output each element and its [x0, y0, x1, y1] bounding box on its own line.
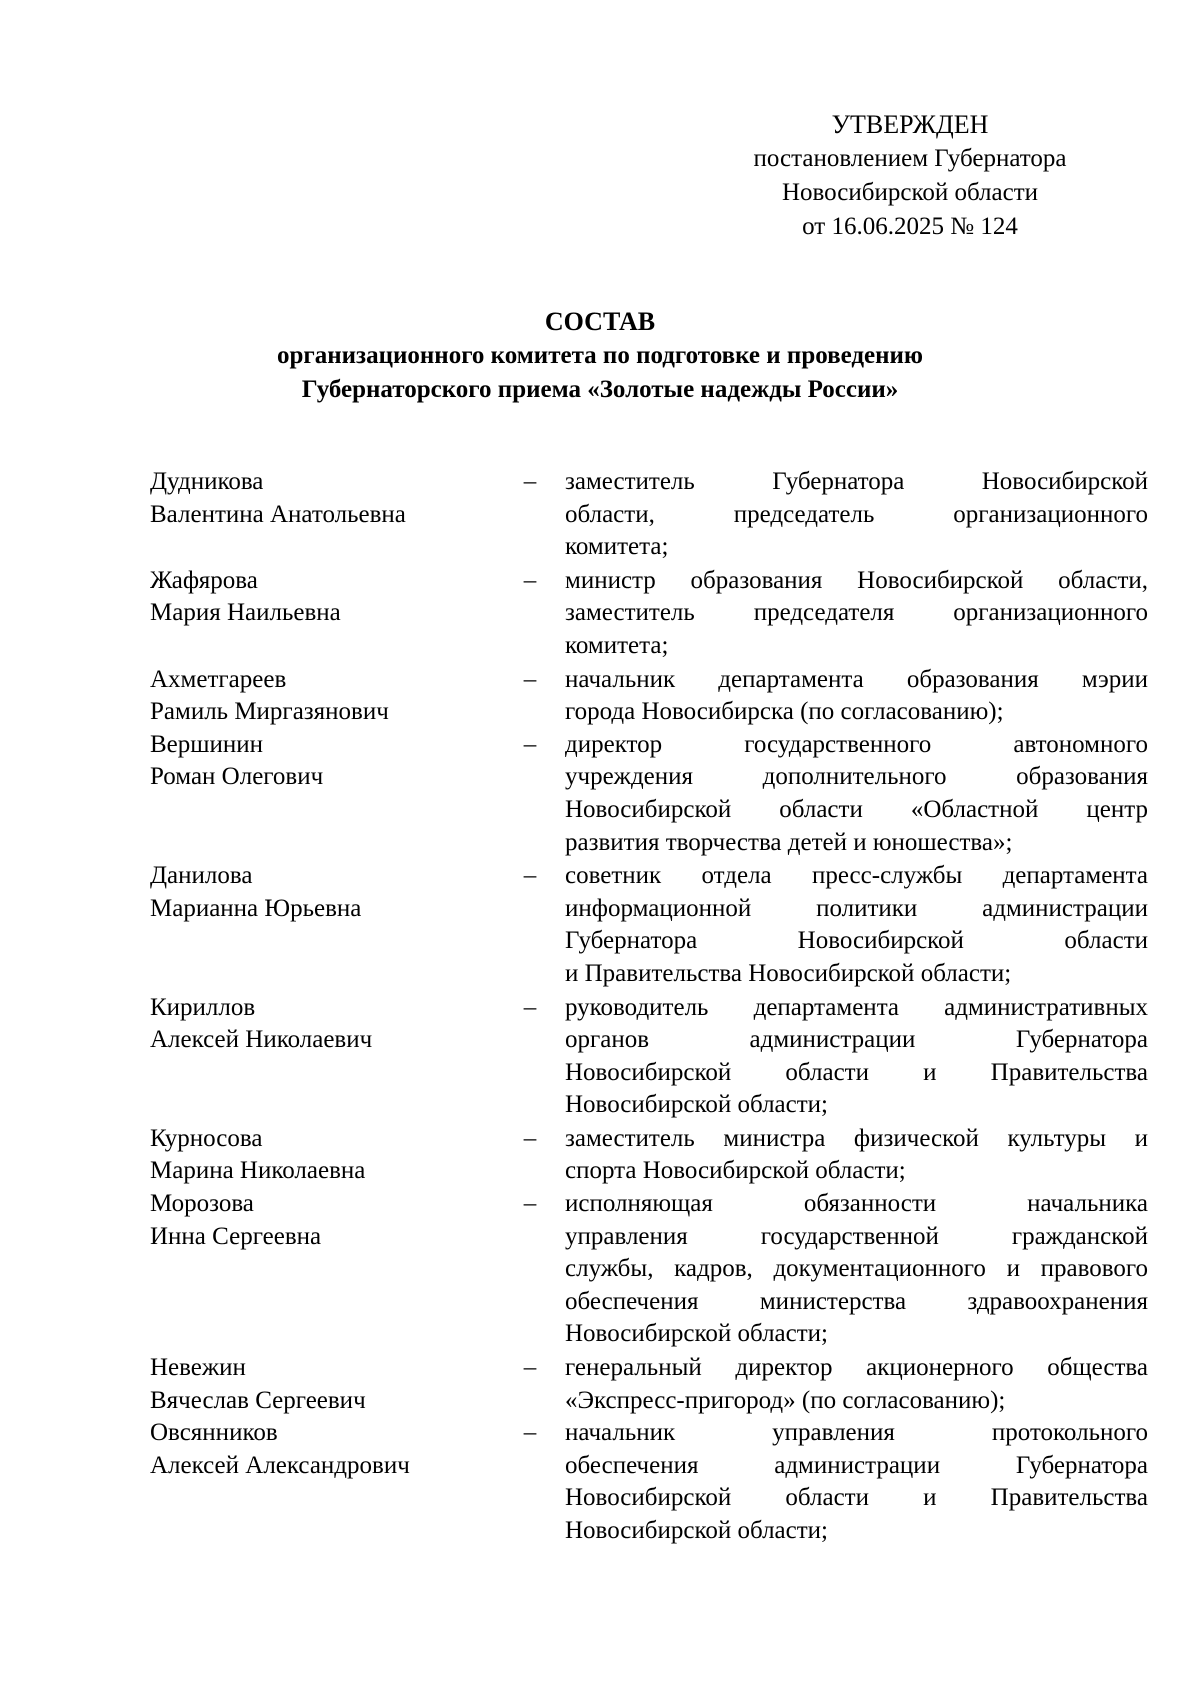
- member-role-line: заместитель Губернатора Новосибирской: [565, 468, 1148, 495]
- member-row: [150, 860, 1148, 990]
- member-name: [150, 1417, 495, 1482]
- member-row: [150, 992, 1148, 1122]
- member-name: [150, 664, 495, 729]
- member-role: [565, 992, 1148, 1122]
- member-dash: –: [523, 1419, 537, 1447]
- member-role: [565, 1188, 1148, 1351]
- member-role-line: области, председатель организационного: [565, 500, 1148, 528]
- member-given-names: Валентина Анатольевна: [150, 500, 406, 528]
- member-name: [150, 860, 495, 925]
- member-role: [565, 1352, 1148, 1417]
- member-role-line: обеспечения администрации Губернатора: [565, 1451, 1148, 1479]
- member-role: [565, 1123, 1148, 1188]
- member-role-line: исполняющая обязанности начальника: [565, 1190, 1148, 1218]
- member-role-line: начальник управления протокольного: [565, 1419, 1148, 1447]
- member-row: [150, 729, 1148, 859]
- member-name: [150, 1123, 495, 1188]
- member-given-names: Алексей Николаевич: [150, 1026, 373, 1054]
- member-role: [565, 565, 1148, 663]
- member-given-names: Мария Наильевна: [150, 599, 341, 627]
- member-role-line: директор государственного автономного: [565, 730, 1148, 758]
- member-name: [150, 1188, 495, 1253]
- member-row: [150, 664, 1148, 729]
- member-dash: –: [523, 1124, 537, 1152]
- member-surname: Ахметгареев: [150, 665, 287, 693]
- member-row: [150, 1123, 1148, 1188]
- committee-member-list: [150, 466, 1148, 1548]
- member-role-line: города Новосибирска (по согласованию);: [565, 698, 1004, 726]
- member-role-line: Новосибирской области «Областной центр: [565, 795, 1148, 823]
- member-given-names: Рамиль Миргазянович: [150, 698, 389, 726]
- member-row: [150, 1417, 1148, 1547]
- member-role-line: и Правительства Новосибирской области;: [565, 959, 1012, 987]
- member-dash: –: [523, 665, 537, 693]
- member-role-line: советник отдела пресс-службы департамента: [565, 862, 1148, 890]
- member-name: [150, 1352, 495, 1417]
- member-role-line: министр образования Новосибирской области,: [565, 566, 1148, 594]
- member-role-line: службы, кадров, документационного и правового: [565, 1255, 1148, 1283]
- member-surname: Морозова: [150, 1190, 254, 1218]
- member-name: [150, 565, 495, 630]
- member-role-line: Новосибирской области и Правительства: [565, 1058, 1148, 1086]
- member-dash: –: [523, 862, 537, 890]
- member-given-names: Роман Олегович: [150, 763, 324, 791]
- approval-stamp: [740, 108, 1080, 244]
- member-role-line: руководитель департамента административных: [565, 993, 1148, 1021]
- member-dash: –: [523, 730, 537, 758]
- member-role: [565, 1417, 1148, 1547]
- member-surname: Кириллов: [150, 993, 256, 1021]
- member-surname: Вершинин: [150, 730, 264, 758]
- member-surname: Дудникова: [150, 468, 264, 495]
- member-surname: Жафярова: [150, 566, 258, 594]
- member-row: [150, 1352, 1148, 1417]
- member-surname: Овсянников: [150, 1419, 278, 1447]
- member-role-line: заместитель министра физической культуры и: [565, 1124, 1148, 1152]
- member-role-line: Новосибирской области;: [565, 1320, 829, 1348]
- member-row: [150, 466, 1148, 564]
- member-role-line: управления государственной гражданской: [565, 1222, 1148, 1250]
- member-role-line: информационной политики администрации: [565, 894, 1148, 922]
- member-role: [565, 664, 1148, 729]
- title-heading: СОСТАВ: [544, 307, 656, 336]
- member-role-line: обеспечения министерства здравоохранения: [565, 1287, 1148, 1315]
- member-dash: –: [523, 566, 537, 594]
- member-role-line: органов администрации Губернатора: [565, 1026, 1148, 1054]
- member-name: [150, 729, 495, 794]
- member-role-line: начальник департамента образования мэрии: [565, 665, 1148, 693]
- member-role-line: учреждения дополнительного образования: [565, 763, 1148, 791]
- member-role-line: Новосибирской области и Правительства: [565, 1484, 1148, 1512]
- member-role: [565, 466, 1148, 564]
- title-line: Губернаторского приема «Золотые надежды России»: [301, 376, 899, 403]
- member-row: [150, 565, 1148, 663]
- approval-title: УТВЕРЖДЕН: [831, 110, 989, 139]
- member-role: [565, 860, 1148, 990]
- member-role-line: Новосибирской области;: [565, 1091, 829, 1119]
- member-role: [565, 729, 1148, 859]
- member-given-names: Марианна Юрьевна: [150, 894, 362, 922]
- member-dash: –: [523, 468, 537, 495]
- member-role-line: генеральный директор акционерного общества: [565, 1354, 1148, 1382]
- member-given-names: Алексей Александрович: [150, 1451, 410, 1479]
- approval-line: Новосибирской области: [781, 179, 1039, 206]
- member-role-line: Новосибирской области;: [565, 1517, 829, 1544]
- member-given-names: Инна Сергеевна: [150, 1222, 322, 1250]
- member-role-line: Губернатора Новосибирской области: [565, 927, 1148, 955]
- document-title: [150, 305, 1050, 407]
- member-role-line: заместитель председателя организационного: [565, 599, 1148, 627]
- member-row: [150, 1188, 1148, 1351]
- member-given-names: Марина Николаевна: [150, 1157, 366, 1185]
- member-role-line: комитета;: [565, 631, 669, 659]
- member-dash: –: [523, 1354, 537, 1382]
- member-role-line: развития творчества детей и юношества»;: [565, 828, 1013, 856]
- member-role-line: комитета;: [565, 533, 669, 561]
- member-given-names: Вячеслав Сергеевич: [150, 1386, 366, 1414]
- member-name: [150, 992, 495, 1057]
- member-surname: Курносова: [150, 1124, 263, 1152]
- member-role-line: «Экспресс-пригород» (по согласованию);: [565, 1386, 1006, 1414]
- approval-date-number: от 16.06.2025 № 124: [802, 213, 1018, 240]
- member-role-line: спорта Новосибирской области;: [565, 1157, 906, 1185]
- member-name: [150, 466, 495, 531]
- member-surname: Данилова: [150, 862, 253, 890]
- member-dash: –: [523, 1190, 537, 1218]
- member-surname: Невежин: [150, 1354, 246, 1382]
- title-line: организационного комитета по подготовке и проведению: [276, 342, 924, 369]
- approval-line: постановлением Губернатора: [753, 145, 1067, 172]
- member-dash: –: [523, 993, 537, 1021]
